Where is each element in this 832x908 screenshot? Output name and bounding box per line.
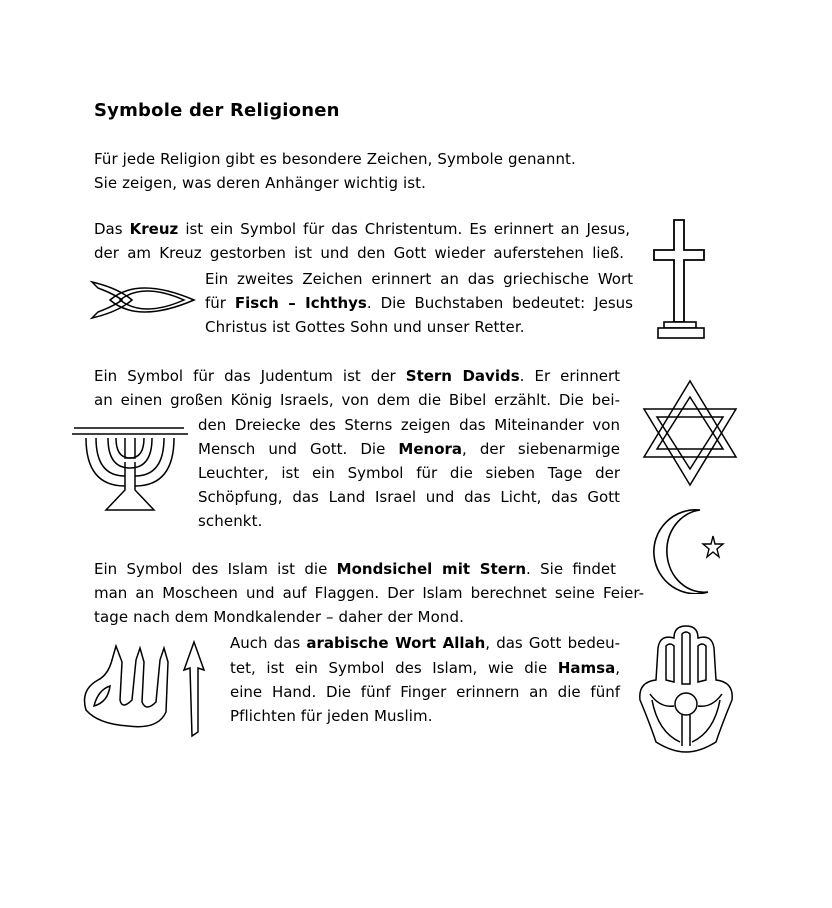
hamsa-icon (636, 624, 736, 754)
islam-line-5: tet, ist ein Symbol des Islam, wie die Hamsa, (230, 659, 620, 677)
judentum-line-6: Schöpfung, das Land Israel und das Licht, das Gott (198, 488, 620, 506)
islam-line-2: man an Moscheen und auf Flaggen. Der Islam berechnet seine Feier- (94, 584, 644, 602)
term-mondsichel: Mondsichel mit Stern (336, 560, 527, 578)
judentum-line-7: schenkt. (198, 512, 263, 530)
fish-icon (88, 276, 198, 324)
crescent-star-icon (650, 506, 730, 594)
christentum-line-1: Das Kreuz ist ein Symbol für das Christentum. Es erinnert an Jesus, (94, 220, 630, 238)
intro-line-1: Für jede Religion gibt es besondere Zeichen, Symbole genannt. (94, 150, 576, 168)
islam-line-4: Auch das arabische Wort Allah, das Gott bedeu- (230, 634, 620, 652)
cross-icon (650, 218, 710, 340)
judentum-line-1: Ein Symbol für das Judentum ist der Stern Davids. Er erinnert (94, 367, 621, 385)
judentum-line-5: Leuchter, ist ein Symbol für die sieben Tage der (198, 464, 620, 482)
islam-line-3: tage nach dem Mondkalender – daher der Mond. (94, 608, 464, 626)
judentum-line-3: den Dreiecke des Sterns zeigen das Miteinander von (198, 416, 620, 434)
judentum-line-4: Mensch und Gott. Die Menora, der siebenarmige (198, 440, 620, 458)
term-hamsa: Hamsa (557, 659, 616, 677)
christentum-line-5: Christus ist Gottes Sohn und unser Retter. (205, 318, 525, 336)
term-menora: Menora (398, 440, 463, 458)
islam-line-7: Pflichten für jeden Muslim. (230, 707, 433, 725)
islam-line-6: eine Hand. Die fünf Finger erinnern an die fünf (230, 683, 620, 701)
page-title: Symbole der Religionen (94, 100, 340, 121)
judentum-line-2: an einen großen König Israels, von dem die Bibel erzählt. Die bei- (94, 391, 620, 409)
term-stern-davids: Stern Davids (405, 367, 520, 385)
term-allah: arabische Wort Allah (306, 634, 486, 652)
intro-line-2: Sie zeigen, was deren Anhänger wichtig ist. (94, 174, 426, 192)
term-kreuz: Kreuz (129, 220, 179, 238)
christentum-line-4: für Fisch – Ichthys. Die Buchstaben bedeutet: Jesus (205, 294, 633, 312)
menorah-icon (68, 418, 192, 518)
allah-calligraphy-icon (78, 640, 208, 740)
star-of-david-icon (640, 378, 740, 488)
christentum-line-2: der am Kreuz gestorben ist und den Gott wieder auferstehen ließ. (94, 244, 624, 262)
islam-line-1: Ein Symbol des Islam ist die Mondsichel mit Stern. Sie findet (94, 560, 616, 578)
term-fisch: Fisch – Ichthys (234, 294, 367, 312)
christentum-line-3: Ein zweites Zeichen erinnert an das griechische Wort (205, 270, 633, 288)
